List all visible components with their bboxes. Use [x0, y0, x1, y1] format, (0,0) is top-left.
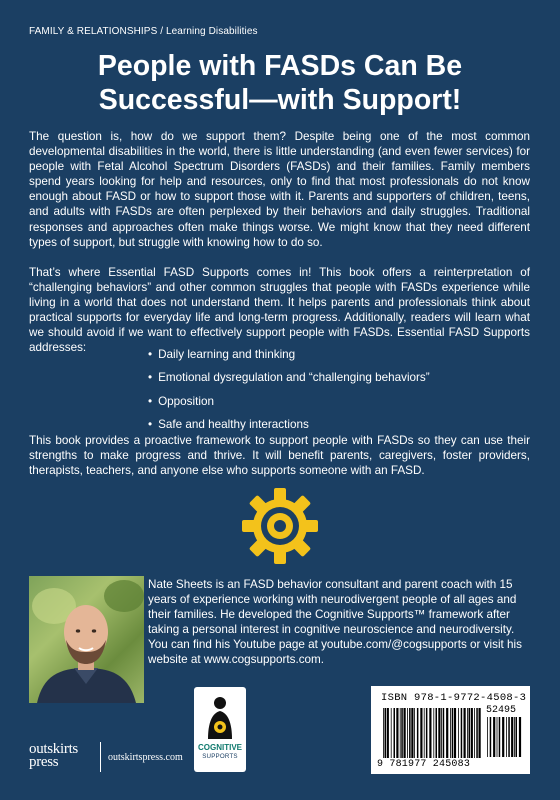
barcode-bar	[469, 708, 471, 758]
barcode-bar	[519, 717, 521, 757]
list-item: • Safe and healthy interactions	[148, 417, 430, 440]
publisher-divider	[100, 742, 101, 772]
barcode-bar	[411, 708, 413, 758]
barcode-bar	[433, 708, 434, 758]
barcode-bar	[426, 708, 428, 758]
book-description-paragraph: That’s where Essential FASD Supports comes in! This book offers a reinterpretation of “challenging behaviors” and other common struggles that people with FASDs experience while living in a world that does not understand them. It helps parents and professionals think about practical supports for everyday life and long-term progress. Additionally, readers will learn what we should avoid if we want to effectively support people with FASDs. Essential FASD Supports addresses:	[29, 266, 530, 355]
barcode-bar	[424, 708, 425, 758]
barcode-bar	[506, 717, 507, 757]
headline-line-1: People with FASDs Can Be	[97, 50, 463, 82]
barcode-bar	[383, 708, 384, 758]
intro-paragraph: The question is, how do we support them? Despite being one of the most common developmental disabilities in the world, there is little understanding (and even fewer services) for people with Fetal Alcohol Spectrum Disorders (FASDs) and their families. Family members spend years looking for help and resources, only to find that most professionals do not know enough about FASD or how to support those with it. Parents and supporters of children, teens, and adults with FASDs are often perplexed by their behaviors and daily struggles. Traditional responses and approaches often make things worse. We might know that they need different types of support, but struggle with knowing how to do so.	[29, 130, 530, 249]
barcode-bar	[400, 708, 401, 758]
barcode-bar	[474, 708, 475, 758]
barcode-bar	[450, 708, 451, 758]
publisher-logo-line-2: press	[29, 754, 59, 770]
barcode-bar	[391, 708, 392, 758]
barcode-bar	[499, 717, 501, 757]
headline-line-2: Successful—with Support!	[98, 84, 462, 116]
barcode-bar	[441, 708, 442, 758]
barcode-bar	[508, 717, 510, 757]
barcode-bar	[516, 717, 518, 757]
barcode-bar	[387, 708, 389, 758]
barcode-bar	[446, 708, 448, 758]
publisher-url: outskirtspress.com	[108, 752, 183, 763]
ean-text: 9 781977 245083	[377, 759, 471, 770]
barcode-bar	[464, 708, 466, 758]
closing-paragraph: This book provides a proactive framework to support people with FASDs so they can use their strengths to make progress and thrive. It will benefit parents, caregivers, foster providers, therapists, teachers, and anyone else who supports someone with an FASD.	[29, 434, 530, 478]
barcode-bar	[502, 717, 504, 757]
barcode-bar	[454, 708, 456, 758]
logo-subtitle: SUPPORTS	[202, 753, 238, 760]
barcode-bar	[493, 717, 495, 757]
barcode-bar	[476, 708, 478, 758]
isbn-barcode	[371, 686, 530, 774]
author-photo	[29, 576, 144, 703]
barcode-bar	[438, 708, 440, 758]
barcode-bar	[443, 708, 445, 758]
barcode-bar	[429, 708, 431, 758]
category-label: FAMILY & RELATIONSHIPS / Learning Disabilities	[29, 26, 258, 37]
barcode-bar	[471, 708, 473, 758]
barcode-bar	[458, 708, 459, 758]
barcode-bar	[487, 717, 488, 757]
headline	[0, 49, 560, 117]
barcode-bar	[436, 708, 438, 758]
publisher-logo-line-1: outskirts	[29, 741, 78, 757]
barcode-bar	[452, 708, 454, 758]
logo-name: COGNITIVE	[197, 743, 242, 752]
barcode-bar	[407, 708, 408, 758]
publisher-logo	[29, 743, 78, 769]
list-item: • Emotional dysregulation and “challenging behaviors”	[148, 370, 430, 393]
author-bio: Nate Sheets is an FASD behavior consultant and parent coach with 15 years of experience working with neurodivergent people of all ages and their families. He developed the Cognitive Supports™ framework after taking a personal interest in cognitive neuroscience and neurodiversity. You can find his Youtube page at youtube.com/@cogsupports or visit his website at www.cogsupports.com.	[148, 578, 522, 667]
isbn-text: ISBN 978-1-9772-4508-3	[381, 692, 527, 704]
addon-barcode-bars	[487, 717, 523, 757]
barcode-bar	[414, 708, 415, 758]
barcode-bar	[497, 717, 498, 757]
barcode-bar	[417, 708, 419, 758]
barcode-bars	[383, 708, 483, 758]
gear-icon	[241, 487, 319, 565]
list-item: • Opposition	[148, 394, 430, 417]
barcode-bar	[409, 708, 411, 758]
cognitive-supports-logo	[194, 687, 246, 772]
barcode-bar	[394, 708, 396, 758]
barcode-bar	[467, 708, 468, 758]
topics-list	[148, 347, 430, 440]
barcode-bar	[479, 708, 481, 758]
barcode-bar	[461, 708, 463, 758]
barcode-bar	[396, 708, 398, 758]
barcode-bar	[404, 708, 406, 758]
price-code: 52495	[486, 705, 517, 716]
barcode-bar	[514, 717, 515, 757]
list-item: • Daily learning and thinking	[148, 347, 430, 370]
barcode-bar	[511, 717, 513, 757]
barcode-bar	[401, 708, 403, 758]
barcode-bar	[385, 708, 387, 758]
barcode-bar	[420, 708, 422, 758]
barcode-bar	[490, 717, 492, 757]
